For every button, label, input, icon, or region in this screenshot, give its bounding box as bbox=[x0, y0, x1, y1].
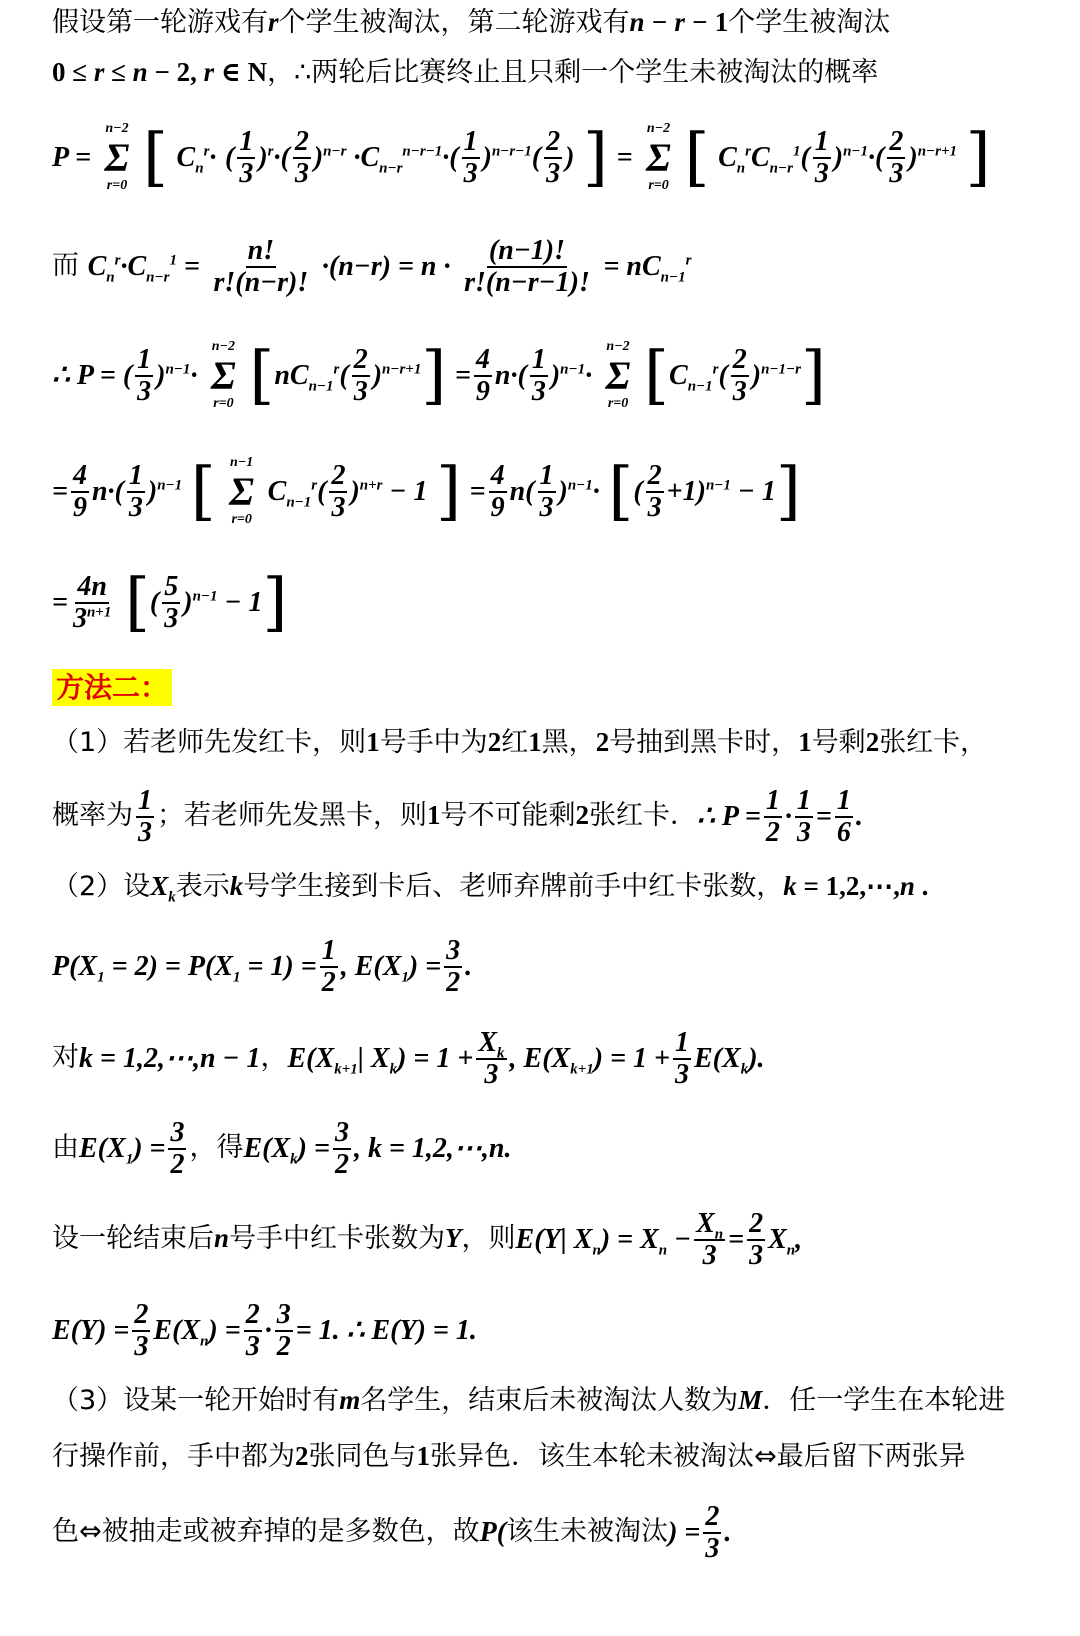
equation-x1-distribution: $P(X_1 = 2) = P(X_1 = 1)$ = $\frac{1}{2}$ , $E(X_1)$ = $\frac{3}{2}$ . bbox=[52, 935, 473, 998]
equation-final-result: = $\frac{4n}{3^{n+1}}$ [( $\frac{5}{3}$ )$^{n-1}$ − 1] bbox=[52, 565, 288, 640]
text-part3-line2: 行操作前，手中都为2张同色与1张异色．该生本轮未被淘汰⇔最后留下两张异 bbox=[52, 1441, 966, 1472]
text-line-1: 假设第一轮游戏有r个学生被淘汰，第二轮游戏有n − r − 1个学生被淘汰 bbox=[52, 7, 891, 38]
equation-expectation-y: E(Y) = $\frac{2}{3}$ $E(X_n)$ = $\frac{2}{3}$ · $\frac{3}{2}$ = 1. ∴ E(Y) = 1. bbox=[52, 1299, 477, 1362]
equation-y-conditional: 设一轮结束后n号手中红卡张数为Y，则E(Y| $X_n) = X_n$ − $\frac{X_n}{3}$ = $\frac{2}{3}$ $X_n$, bbox=[52, 1208, 803, 1271]
equation-p-simplified: ∴ P = ( $\frac{1}{3}$ )$^{n-1}$· n−2 Σ r=0 [$nC_{n-1}^r$( $\frac{2}{3}$ )$^{n-r+1}$] = $\frac{4}{9}$ n·( $\frac{1}{3}$ )$^{n-1}$· n−2 Σ r=0 [$C_{n-1}^r$( $\frac{2}{3}$ )$^{n-1-r}$] bbox=[52, 338, 826, 413]
text-part2-intro: （2）设$X_k$表示k号学生接到卡后、老师弃牌前手中红卡张数，k = 1,2,⋯,n . bbox=[52, 871, 929, 906]
equation-probability-sum: P = n−2 Σ r=0 [ $C_n^r\cdot$ ( $\frac{1}{3}$ )$^r$·( $\frac{2}{3}$ )$^{n-r} \cdot C_{n-r}^{n-r-1}\cdot$( $\frac{1}{3}$ )$^{n-r-1}$( $\frac{2}{3}$ ) ] = n−2 Σ r=0 [ $C_n^rC_{n-r}^1$( $\frac{1}{3}$ )$^{n-1}$·( $\frac{2}{3}$ )$^{n-r+1}$ ] bbox=[52, 120, 991, 195]
equation-expectation-xk: 由$E(X_1)$ = $\frac{3}{2}$ ，得$E(X_k)$ = $\frac{3}{2}$ , k = 1,2,⋯,n. bbox=[52, 1117, 512, 1180]
equation-recurrence: 对k = 1,2,⋯,n − 1，$E(X_{k+1}|$ $X_k) = 1$ + $\frac{X_k}{3}$ , $E(X_{k+1}) = 1$ + $\frac{1}{3}$ $E(X_k)$. bbox=[52, 1027, 765, 1090]
method-two-heading: 方法二： bbox=[52, 668, 1070, 709]
equation-combination-identity: 而 $C_n^r\cdot C_{n-r}^1$ = $\frac{n!}{r!(n-r)!}$ ·(n−r) = n · $\frac{(n-1)!}{r!(n-r-1)!}$ = $nC_{n-1}^r$ bbox=[52, 235, 692, 298]
text-part1-line2: 概率为 $\frac{1}{3}$ ；若老师先发黑卡，则1号不可能剩2张红卡．∴ P = $\frac{1}{2}$ · $\frac{1}{3}$ = $\frac{1}{6}$ . bbox=[52, 785, 863, 848]
text-part1-line1: （1）若老师先发红卡，则1号手中为2红1黑，2号抽到黑卡时，1号剩2张红卡， bbox=[52, 727, 988, 758]
text-part3-line1: （3）设某一轮开始时有m名学生，结束后未被淘汰人数为M．任一学生在本轮进 bbox=[52, 1385, 1006, 1416]
equation-binomial-step: = $\frac{4}{9}$ n·( $\frac{1}{3}$ )$^{n-1}$ [ n−1 Σ r=0 $C_{n-1}^r$( $\frac{2}{3}$ )$^{n+r}$ − 1 ] = $\frac{4}{9}$ n( $\frac{1}{3}$ )$^{n-1}$· [( $\frac{2}{3}$ +1)$^{n-1}$ − 1] bbox=[52, 454, 801, 529]
text-line-2: 0 ≤ r ≤ n − 2, r ∈ N，∴两轮后比赛终止且只剩一个学生未被淘汰的概率 bbox=[52, 57, 879, 88]
text-part3-line3: 色⇔被抽走或被弃掉的是多数色，故P(该生未被淘汰) = $\frac{2}{3}$ . bbox=[52, 1501, 732, 1564]
